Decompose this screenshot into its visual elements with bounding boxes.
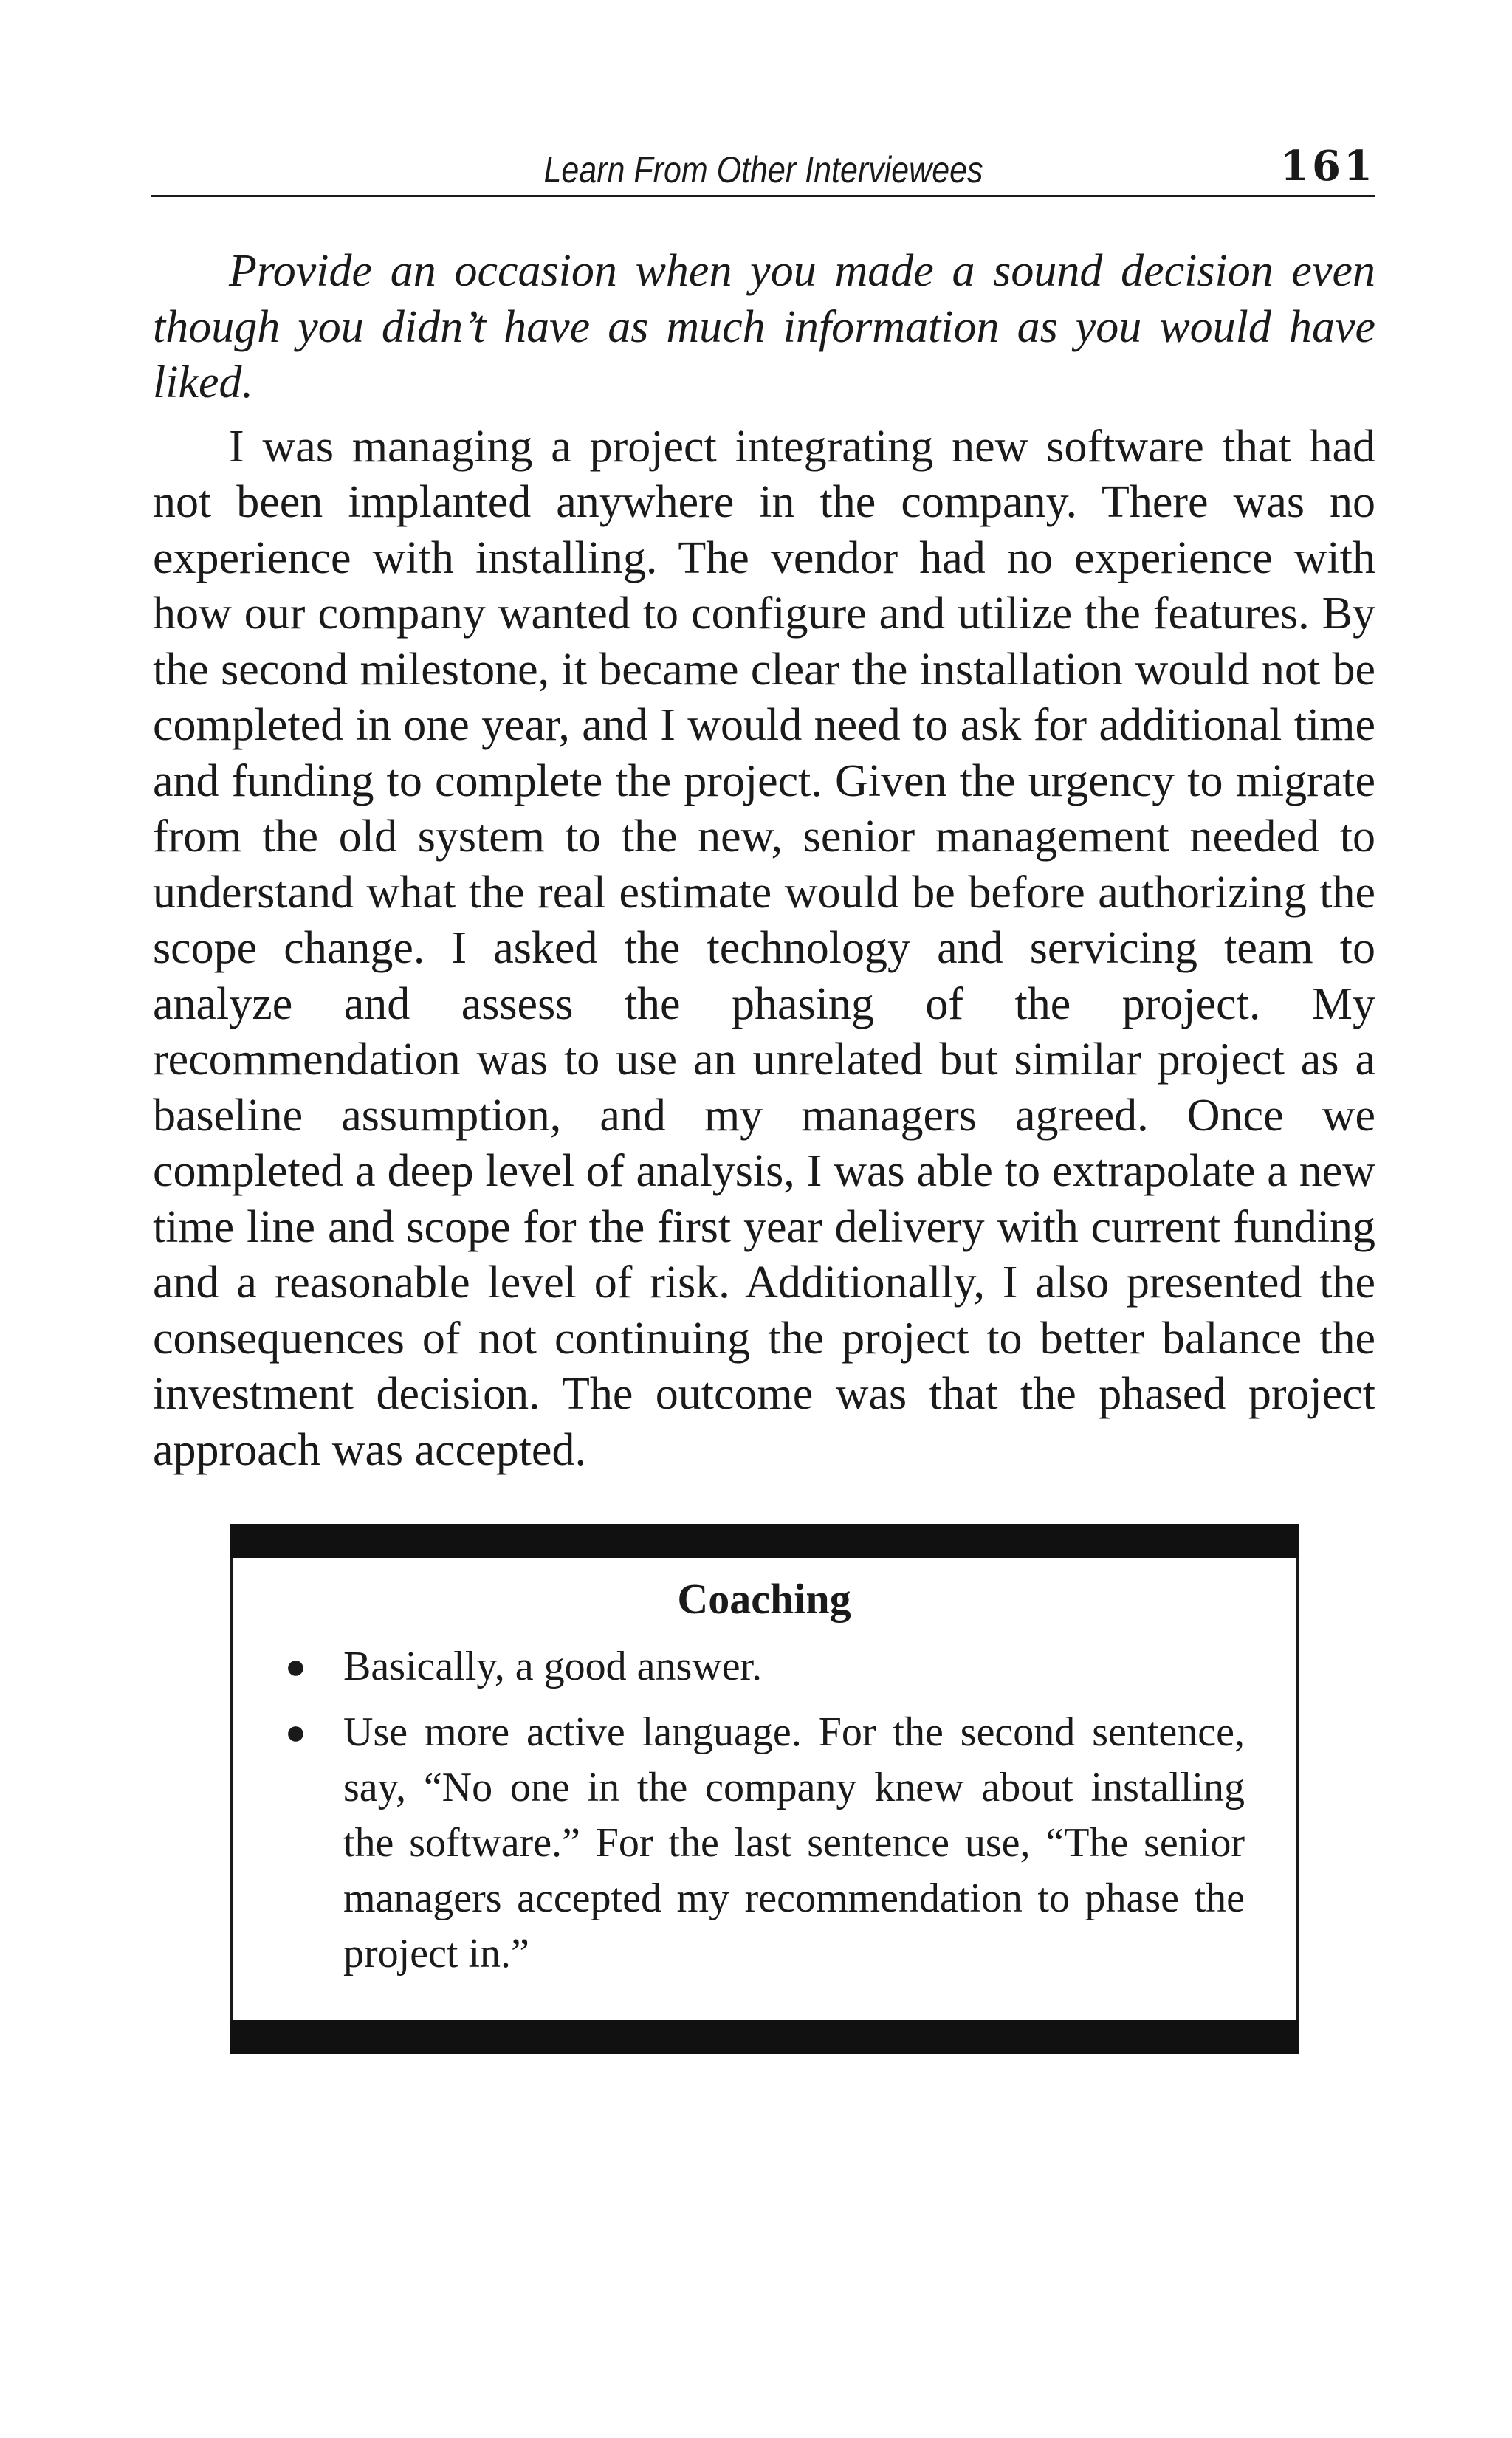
coaching-item bbox=[285, 1705, 1245, 1982]
coaching-item bbox=[285, 1639, 1245, 1694]
running-head: Learn From Other Interviewees bbox=[543, 149, 983, 190]
coaching-list bbox=[285, 1639, 1245, 1992]
main-text bbox=[153, 244, 1375, 1478]
interview-answer: I was managing a project integrating new software that had not been implanted anywhere in the company. There was no experience with installing. The vendor had no experience with how our company wanted to configure and utilize the features. By the second milestone, it became clear the installation would not be completed in one year, and I would need to ask for additional time and funding to complete the project. Given the urgency to migrate from the old system to the new, senior management needed to understand what the real estimate would be before authorizing the scope change. I asked the technology and servicing team to analyze and assess the phasing of the project. My recommendation was to use an unrelated but similar project as a baseline assumption, and my managers agreed. Once we completed a deep level of analysis, I was able to extrapolate a new time line and scope for the first year delivery with current funding and a reasonable level of risk. Additionally, I also presented the consequences of not continuing the project to better balance the investment decision. The outcome was that the phased project approach was accepted. bbox=[153, 421, 1375, 1475]
interview-question: Provide an occasion when you made a sound decision even though you didn’t have as much information as you would have liked. bbox=[153, 246, 1375, 408]
coaching-item-text: Basically, a good answer. bbox=[343, 1644, 763, 1689]
page-header bbox=[151, 142, 1375, 197]
coaching-title: Coaching bbox=[677, 1575, 851, 1623]
coaching-box bbox=[230, 1524, 1299, 2054]
page-number: 161 bbox=[1280, 142, 1375, 190]
bullet-icon: ● bbox=[285, 1647, 306, 1686]
coaching-box-bottom-bar bbox=[230, 2020, 1299, 2054]
bullet-icon: ● bbox=[285, 1713, 306, 1752]
coaching-item-text: Use more active language. For the second sentence, say, “No one in the company knew about installing the software.” For the last sentence use, “The senior managers accepted my recommendation to phase the project in.” bbox=[343, 1709, 1245, 1977]
coaching-box-top-bar bbox=[230, 1524, 1299, 1558]
